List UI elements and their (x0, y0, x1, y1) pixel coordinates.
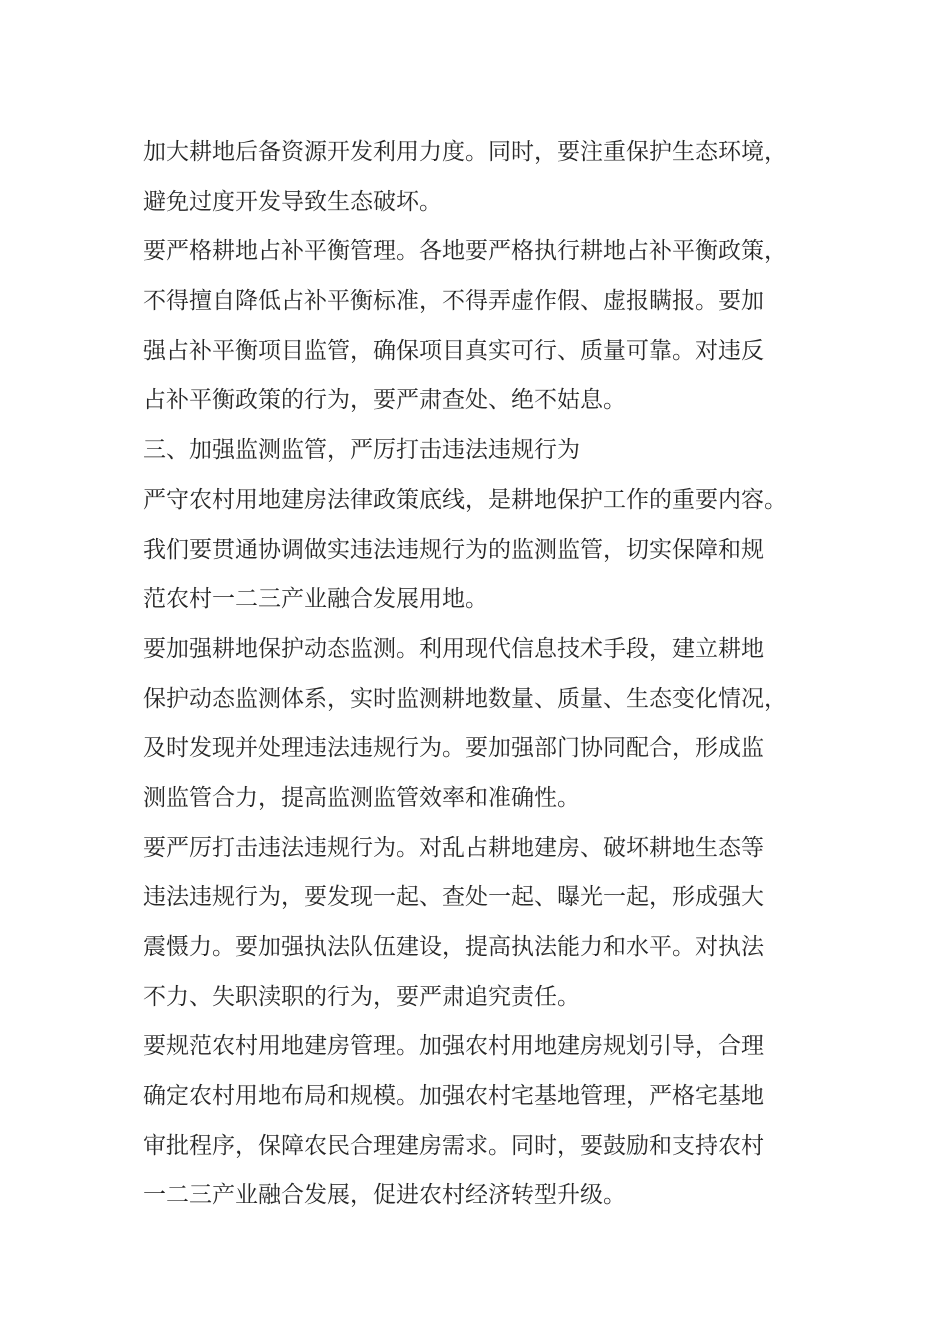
document-body (143, 128, 808, 1221)
text-line: 审批程序，保障农民合理建房需求。同时，要鼓励和支持农村 (143, 1132, 764, 1159)
text-line: 保护动态监测体系，实时监测耕地数量、质量、生态变化情况， (143, 685, 787, 712)
text-line: 我们要贯通协调做实违法违规行为的监测监管，切实保障和规 (143, 536, 764, 563)
text-line: 避免过度开发导致生态破坏。 (143, 188, 442, 215)
text-line: 要严厉打击违法违规行为。对乱占耕地建房、破坏耕地生态等 (143, 834, 764, 861)
text-line: 强占补平衡项目监管，确保项目真实可行、质量可靠。对违反 (143, 337, 764, 364)
text-line: 违法违规行为，要发现一起、查处一起、曝光一起，形成强大 (143, 884, 764, 911)
text-line: 严守农村用地建房法律政策底线，是耕地保护工作的重要内容。 (143, 486, 787, 513)
text-line: 震慑力。要加强执法队伍建设，提高执法能力和水平。对执法 (143, 934, 764, 960)
text-line: 确定农村用地布局和规模。加强农村宅基地管理，严格宅基地 (143, 1083, 764, 1110)
text-line: 范农村一二三产业融合发展用地。 (143, 586, 488, 613)
text-line: 一二三产业融合发展，促进农村经济转型升级。 (143, 1182, 626, 1209)
text-line: 不得擅自降低占补平衡标准，不得弄虚作假、虚报瞒报。要加 (143, 288, 764, 315)
text-line: 要严格耕地占补平衡管理。各地要严格执行耕地占补平衡政策， (143, 238, 787, 265)
text-line: 要加强耕地保护动态监测。利用现代信息技术手段，建立耕地 (143, 635, 764, 662)
text-line: 要规范农村用地建房管理。加强农村用地建房规划引导，合理 (143, 1033, 764, 1060)
section-heading: 三、加强监测监管，严厉打击违法违规行为 (143, 437, 580, 464)
text-line: 测监管合力，提高监测监管效率和准确性。 (143, 784, 580, 811)
text-line: 不力、失职渎职的行为，要严肃追究责任。 (143, 983, 580, 1010)
text-line: 加大耕地后备资源开发利用力度。同时，要注重保护生态环境， (143, 139, 787, 165)
text-line: 占补平衡政策的行为，要严肃查处、绝不姑息。 (143, 387, 626, 414)
text-line: 及时发现并处理违法违规行为。要加强部门协同配合，形成监 (143, 735, 764, 762)
